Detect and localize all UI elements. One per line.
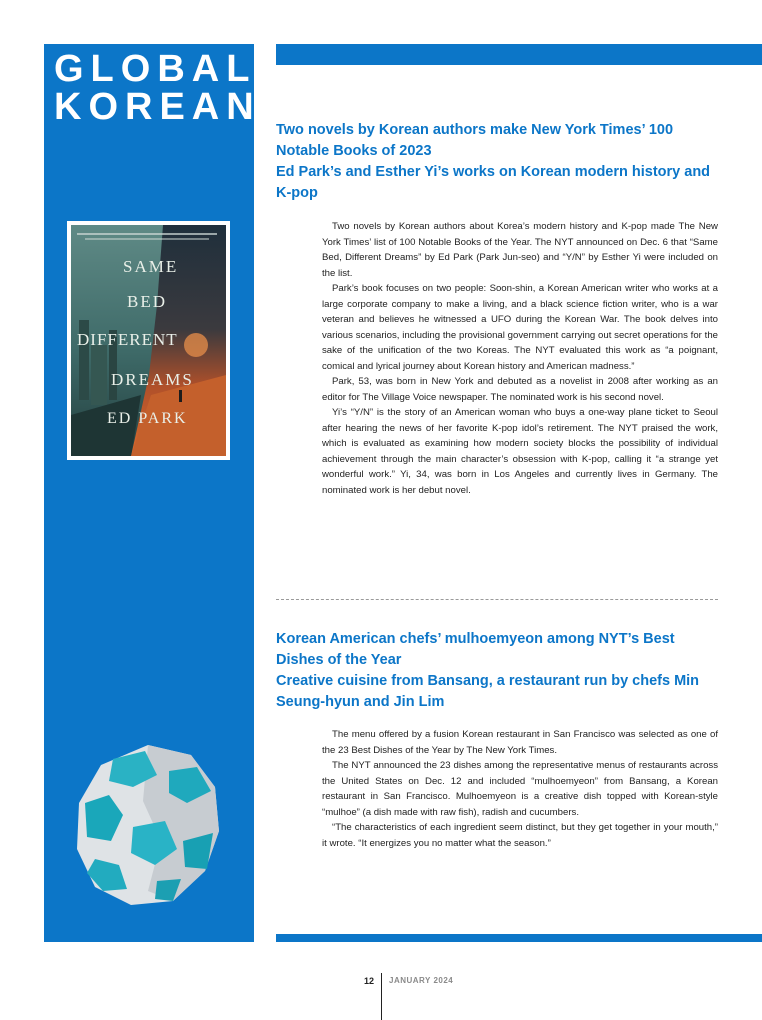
book-cover-illustration [71, 225, 226, 456]
book-title-word-1: SAME [123, 257, 179, 276]
book-title-word-4: DREAMS [111, 370, 194, 389]
article2-paragraph: The NYT announced the 23 dishes among the representative menus of restaurants across the United States on Dec. 12 and included “mulhoemyeon” from Bansang, a Korean restaurant in San Francisco. Mulhoemyeon is a creative dish topped with Korean-style “mulhoe” (a dish made with raw fish), radish and cucumbers. [322, 760, 718, 818]
article1-body [322, 219, 718, 498]
top-accent-bar [276, 44, 762, 65]
book-title-word-3: DIFFERENT [77, 330, 178, 349]
article2-headline [276, 629, 718, 713]
article2-paragraph: The menu offered by a fusion Korean restaurant in San Francisco was selected as one of the 23 Best Dishes of the Year by The New York Times. [322, 729, 718, 756]
article2-subtitle: Creative cuisine from Bansang, a restaurant run by chefs Min Seung-hyun and Jin Lim [276, 673, 700, 710]
article1-paragraph: Yi’s “Y/N” is the story of an American woman who buys a one-way plane ticket to Seoul after hearing the news of her favorite K-pop idol’s retirement. The NYT praised the work, which is evaluated as examining how modern society blocks the possibility of individual achievement through the main character’s obsession with K-pop, calling it “a strange yet wonderful work.” Yi, 34, was born in Los Angeles and currently lives in Germany. The nominated work is her debut novel. [322, 407, 718, 496]
section-title [54, 50, 261, 126]
page-number: 12 [363, 976, 374, 986]
issue-date: JANUARY 2024 [389, 976, 454, 985]
book-cover-image [67, 221, 230, 460]
book-title-word-2: BED [127, 292, 167, 311]
article2-paragraph: “The characteristics of each ingredient seem distinct, but they get together in your mouth,” it wrote. “It energizes you no matter what the season.” [322, 822, 718, 849]
article1-paragraph: Two novels by Korean authors about Korea’s modern history and K-pop made The New York Times’ list of 100 Notable Books of the Year. The NYT announced on Dec. 6 that “Same Bed, Different Dreams” by Ed Park (Park Jun-seo) and “Y/N” by Esther Yi were included on the list. [322, 221, 718, 279]
article-divider [276, 599, 718, 600]
article1-paragraph: Park’s book focuses on two people: Soon-shin, a Korean American writer who works at a large corporate company to make a living, and a black science fiction writer, who is a war veteran and believes he witnessed a UFO during the Korean War. The book delves into various scenarios, including the provisional government carrying out secret operations for the sake of the unification of the two Koreas. The NYT evaluated this work as “a poignant, comical and lyrical journey about Korean history and American madness.” [322, 283, 718, 372]
article1-subtitle: Ed Park’s and Esther Yi’s works on Korean modern history and K-pop [276, 164, 711, 201]
sidebar-panel [44, 44, 261, 942]
article2-body [322, 727, 718, 851]
book-author-name: ED PARK [107, 410, 188, 427]
article1-paragraph: Park, 53, was born in New York and debuted as a novelist in 2008 after working as an editor for The Village Voice newspaper. The nominated work is his second novel. [322, 376, 718, 403]
globe-icon [73, 741, 223, 911]
article1-headline [276, 120, 718, 204]
bottom-accent-bar [276, 934, 762, 942]
section-title-line2: KOREAN [54, 86, 261, 128]
section-title-line1: GLOBAL [54, 48, 257, 90]
article2-title: Korean American chefs’ mulhoemyeon among NYT’s Best Dishes of the Year [276, 631, 675, 668]
footer-divider [381, 973, 382, 1020]
article1-title: Two novels by Korean authors make New York Times’ 100 Notable Books of 2023 [276, 122, 674, 159]
